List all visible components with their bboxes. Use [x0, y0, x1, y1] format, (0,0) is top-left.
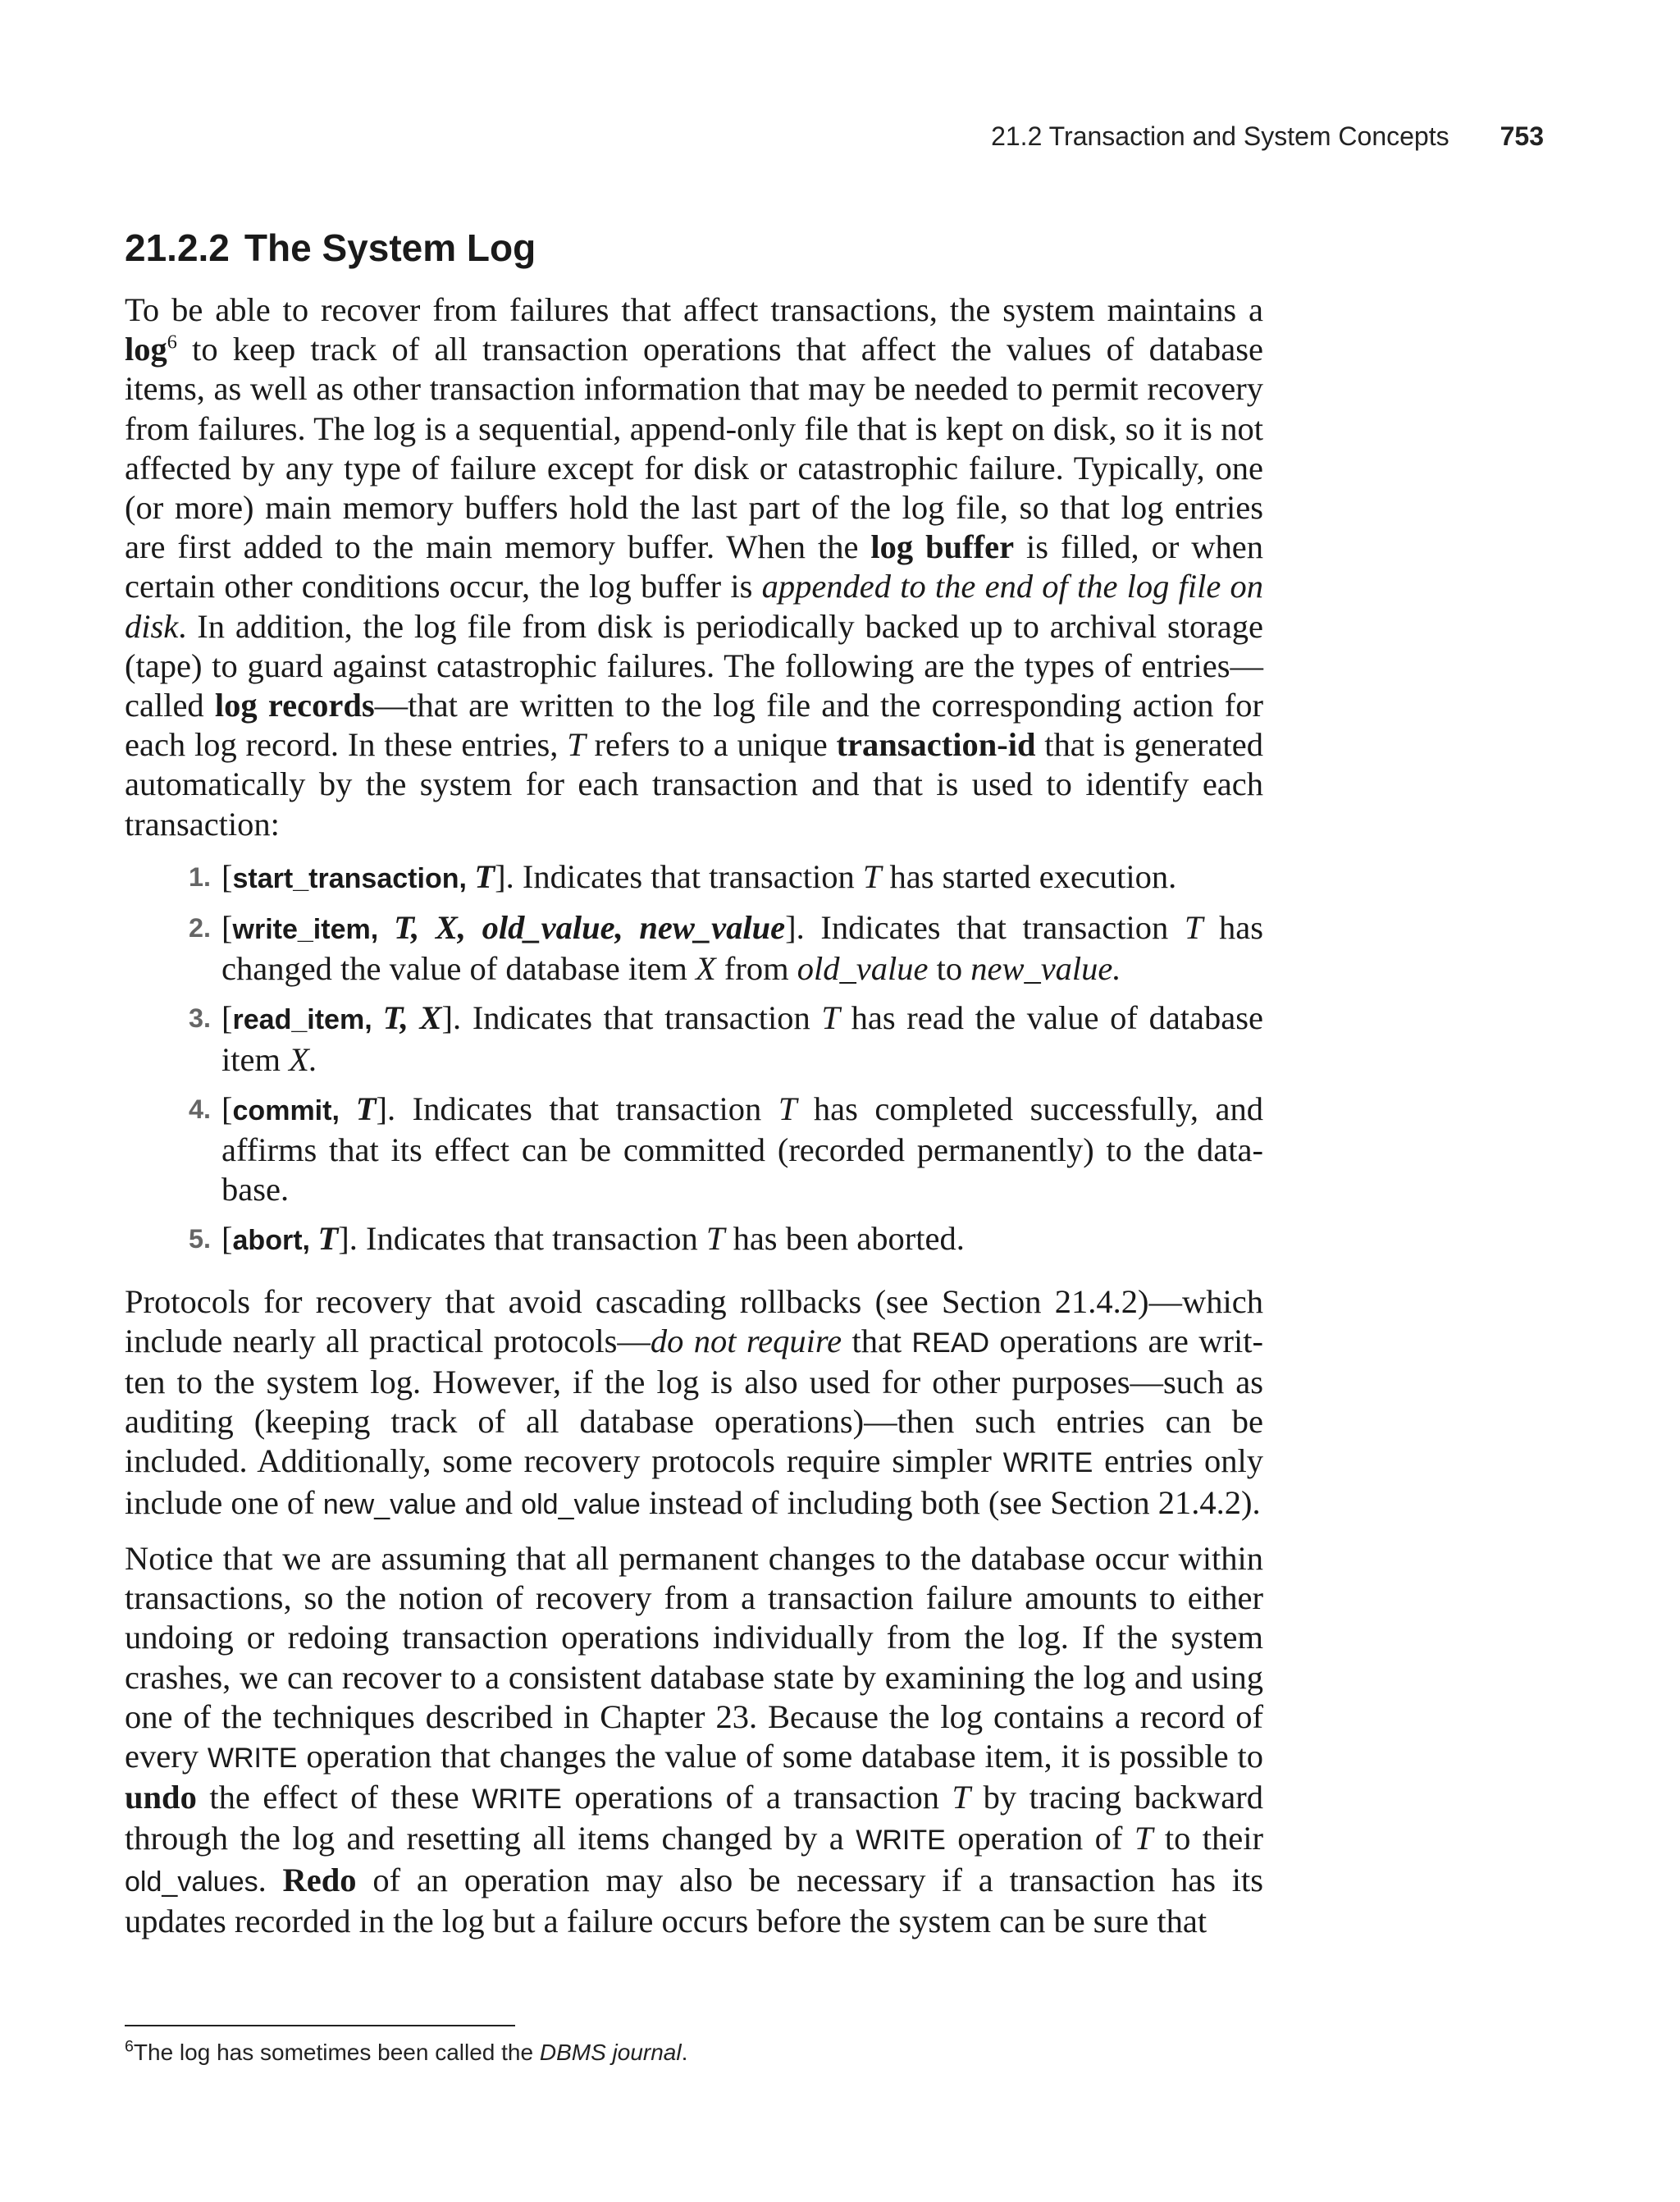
bracket: ]. [495, 857, 523, 895]
text-run: instead of including both (see Section 21.4.2). [640, 1483, 1261, 1521]
keyword-abort: abort, [232, 1225, 318, 1257]
text-run: . In addition, the log file from disk is periodically backed up to archival storage (tape) to guard against catastrophic failures. The following are the types of entries—called [125, 607, 1263, 724]
list-item-abort [189, 1219, 1263, 1260]
var-t: T [862, 857, 882, 895]
text-run: Indicates that transaction [820, 909, 1185, 947]
term-undo: undo [125, 1779, 197, 1816]
text-run: has changed the value of database item [221, 909, 1263, 988]
var-t: T [1134, 1820, 1153, 1857]
running-head-title: 21.2 Transaction and System Concepts [991, 121, 1449, 151]
bracket: ]. [338, 1220, 366, 1258]
footnote-number: 6 [125, 2037, 134, 2056]
bracket: ]. [441, 999, 472, 1037]
bracket: [ [221, 1220, 233, 1258]
running-head [902, 116, 1544, 156]
list-item-commit [189, 1090, 1264, 1210]
text-run: . [258, 1861, 283, 1898]
keyword-read: READ [911, 1327, 990, 1359]
text-run: that [842, 1322, 912, 1359]
var-new-value: new_value. [970, 950, 1121, 988]
item-number: 4. [189, 1094, 212, 1124]
text-run: to their [1153, 1820, 1263, 1857]
list-item-start-transaction [189, 857, 1263, 898]
text-run: Indicates that transaction [472, 999, 822, 1037]
var-t: T [1184, 909, 1203, 947]
term-transaction-id: transaction-id [836, 726, 1036, 764]
paragraph-intro [125, 290, 1263, 844]
text-run: To be able to recover from failures that affect transactions, the system maintains a [125, 291, 1263, 328]
text-run: Notice that we are assuming that all permanent changes to the database occur within transactions, so the notion of recovery from a transaction failure amounts to either undoing or redoing transaction operations individually from the log. If the system crashes, we can recover to a consistent database state by examining the log and using one of the techniques described in Chapter 23. Because the log contains a record of every [125, 1539, 1263, 1775]
var-old-value: old_value [797, 950, 929, 988]
text-run: Indicates that transaction [412, 1090, 778, 1127]
text-run: and [456, 1483, 522, 1521]
text-run: operations of a transaction [561, 1779, 952, 1816]
text-run: has started execution. [881, 857, 1177, 895]
keyword-write: WRITE [856, 1825, 946, 1857]
section-title: The System Log [244, 226, 536, 269]
keyword-commit: commit, [232, 1094, 356, 1126]
var-t: T [952, 1779, 971, 1816]
var-t: T [705, 1220, 725, 1258]
term-log: log [125, 331, 167, 368]
text-run: is filled, or when certain other conditions occur, the log buffer is [125, 528, 1263, 605]
text-run: . [681, 2040, 688, 2065]
list-item-read-item [189, 998, 1263, 1079]
bracket: [ [221, 1090, 233, 1127]
text-run: from [715, 950, 797, 988]
item-number: 5. [189, 1224, 212, 1254]
text-run: Protocols for recovery that avoid cascading rollbacks (see Section 21.4.2)—which include nearly all practical protocols— [125, 1282, 1263, 1359]
text-run: to keep track of all transaction operations that affect the values of database items, as well as other transaction information that may be needed to permit recovery from failures. The log is a sequential, append-only file that is kept on disk, so it is not affected by any type of failure except for disk or catastrophic failure. Typically, one (or more) main memory buffers hold the last part of the log file, so that log entries are first added to the main memory buffer. When the [125, 331, 1263, 566]
var-t: T [474, 857, 495, 895]
keyword-new-value: new_value [322, 1488, 457, 1520]
text-run: operation that changes the value of some database item, it is possible to [297, 1737, 1263, 1775]
keyword-write: WRITE [472, 1784, 562, 1816]
keyword-old-value: old_value [521, 1488, 641, 1520]
var-t: T [821, 999, 840, 1037]
var-t: T [567, 726, 586, 764]
emphasis-appended: appended to the end of the log file on disk [125, 568, 1263, 645]
footnote-rule [125, 2025, 515, 2026]
text-run: has been aborted. [724, 1220, 965, 1258]
keyword-old-values: old_values [125, 1866, 258, 1898]
var-t: T [778, 1090, 797, 1127]
footnote [125, 2036, 1263, 2069]
section-heading [125, 223, 536, 272]
paragraph-recovery [125, 1539, 1263, 1941]
bracket: ]. [785, 909, 821, 947]
var-x: X [696, 950, 716, 988]
page-number: 753 [1500, 121, 1544, 151]
text-run: has read the value of database item [221, 999, 1263, 1078]
footnote-ref: 6 [167, 331, 177, 354]
read-item-args: T, X [382, 999, 442, 1037]
text-run: operations are written to the system log. However, if the log is also used for other purposes—such as auditing (keeping track of all database operations)—then such entries can be included. Additionally, some recovery protocols require simpler [125, 1322, 1263, 1480]
bracket: [ [221, 857, 233, 895]
text-run: of an operation may also be necessary if a transaction has its updates recorded in the log but a failure occurs before the system can be sure that [125, 1861, 1263, 1939]
keyword-start-transaction: start_transaction, [232, 862, 475, 894]
text-run: The log has sometimes been called the [133, 2040, 540, 2065]
log-record-types-list [125, 857, 1263, 1261]
emphasis-do-not-require: do not require [650, 1322, 842, 1359]
text-run: refers to a unique [585, 726, 837, 764]
text-run: has completed successfully, and affirms that its effect can be committed (recorded permanently) to the database. [221, 1090, 1264, 1208]
item-number: 3. [189, 1003, 212, 1034]
paragraph-protocols [125, 1282, 1263, 1524]
text-run: Indicates that transaction [522, 857, 863, 895]
keyword-write-item: write_item, [232, 914, 395, 946]
bracket: [ [221, 999, 233, 1037]
term-log-buffer: log buffer [870, 528, 1015, 566]
bracket: [ [221, 909, 233, 947]
text-run: the effect of these [196, 1779, 472, 1816]
text-run: operation of [945, 1820, 1134, 1857]
var-x: X. [289, 1040, 317, 1078]
list-item-write-item [189, 908, 1263, 989]
text-run: by tracing backward through the log and resetting all items changed by a [125, 1779, 1263, 1857]
keyword-write: WRITE [207, 1742, 298, 1774]
item-number: 2. [189, 913, 212, 943]
var-t: T [355, 1090, 377, 1127]
keyword-write: WRITE [1002, 1447, 1093, 1479]
keyword-read-item: read_item, [232, 1004, 383, 1036]
emphasis-dbms-journal: DBMS journal [539, 2040, 682, 2065]
term-redo: Redo [282, 1861, 357, 1898]
text-run: —that are written to the log file and the corresponding action for each log record. In these entries, [125, 687, 1263, 764]
section-number: 21.2.2 [125, 226, 230, 269]
var-t: T [317, 1220, 339, 1258]
text-run: Indicates that transaction [365, 1220, 706, 1258]
write-item-args: T, X, old_value, new_value [394, 909, 786, 947]
bracket: ]. [376, 1090, 413, 1127]
term-log-records: log records [214, 687, 375, 724]
body-text [125, 290, 1263, 1941]
item-number: 1. [189, 861, 212, 892]
text-run: entries only include one of [125, 1442, 1263, 1521]
text-run: to [928, 950, 971, 988]
text-run: that is generated automatically by the system for each transaction and that is used to identify each transaction: [125, 726, 1263, 843]
